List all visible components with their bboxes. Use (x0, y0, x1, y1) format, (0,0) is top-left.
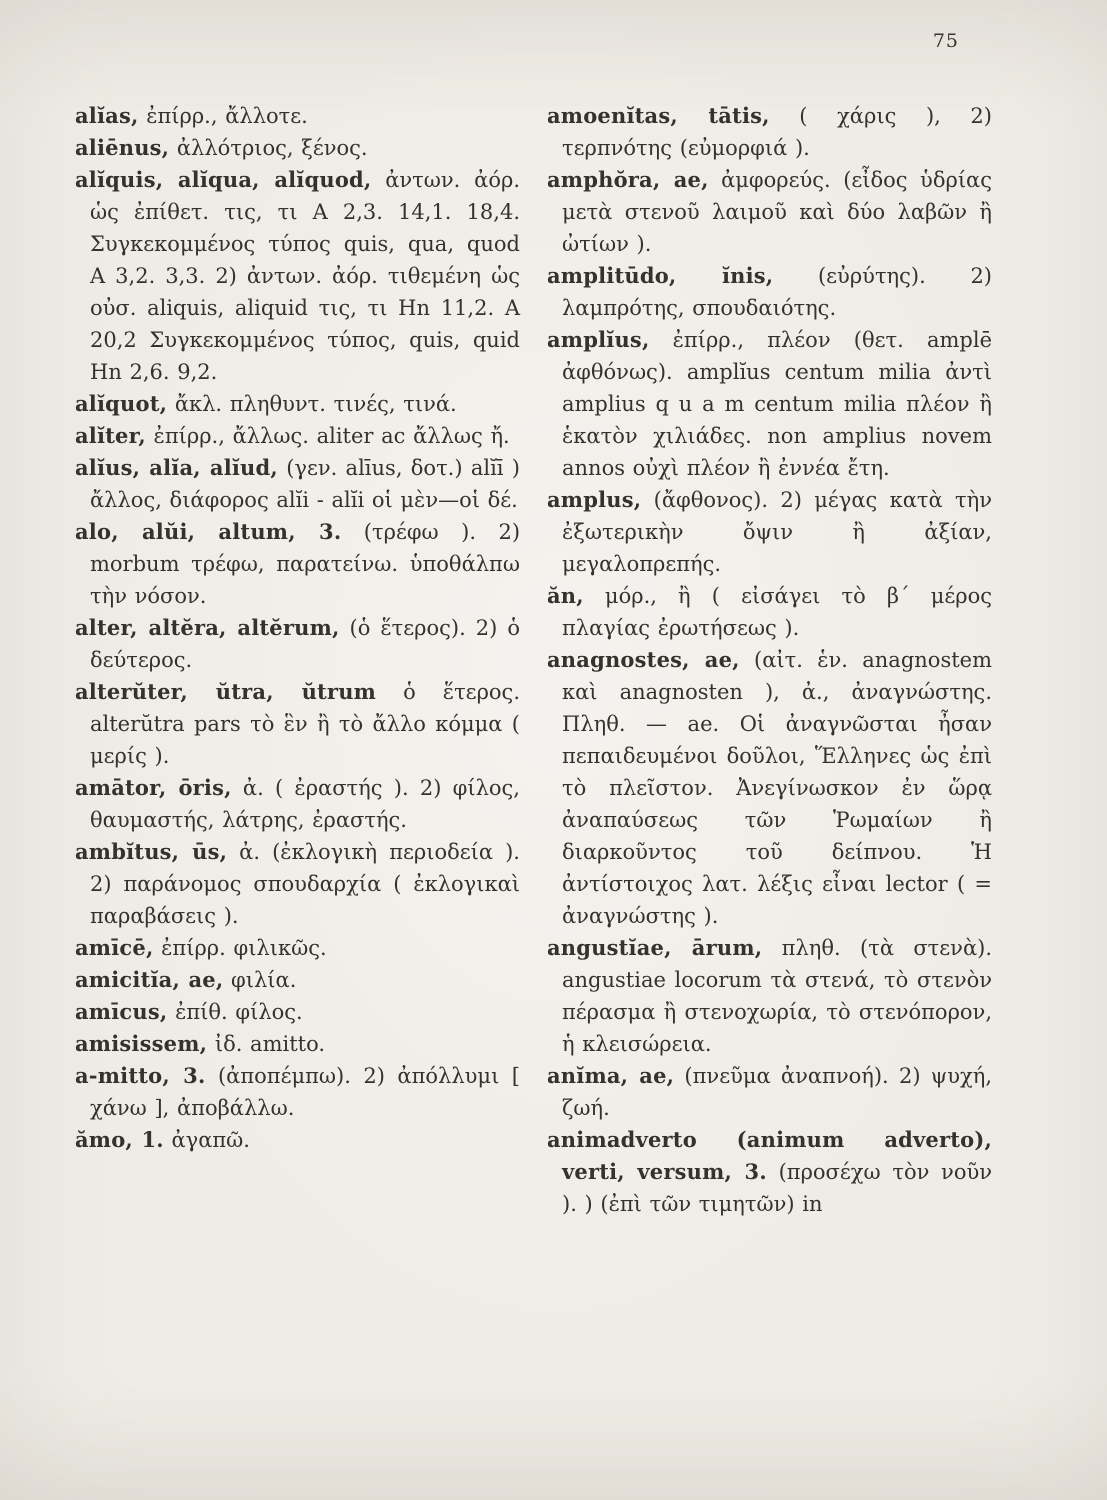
entry-headword: ăn, (547, 583, 584, 608)
entry-definition: μόρ., ἢ ( εἰσάγει τὸ β΄ μέρος πλαγίας ἐρωτήσεως ). (562, 584, 992, 640)
dictionary-entry (75, 612, 520, 676)
entry-definition: ἀ. ( ἐραστής ). 2) φίλος, θαυμαστής, λάτρης, ἐραστής. (90, 776, 520, 832)
entry-headword: alĭquot, (75, 391, 168, 416)
right-column (547, 100, 992, 1220)
entry-definition: ἀ. (ἐκλογικὴ περιοδεία ). 2) παράνομος σπουδαρχία ( ἐκλογικαὶ παραβάσεις ). (90, 840, 520, 928)
dictionary-entry (75, 676, 520, 772)
entry-headword: amātor, ōris, (75, 775, 232, 800)
entry-definition: ἐπίθ. φίλος. (167, 1000, 303, 1024)
page-number: 75 (932, 30, 959, 52)
entry-headword: alĭquis, alĭqua, alĭquod, (75, 167, 372, 192)
entry-headword: a-mitto, 3. (75, 1063, 206, 1088)
entry-headword: alter, altĕra, altĕrum, (75, 615, 340, 640)
entry-definition: ὁ ἕτερος. alterŭtra pars τὸ ἓν ἢ τὸ ἄλλο κόμμα ( μερίς ). (90, 680, 520, 768)
entry-headword: amīcus, (75, 999, 168, 1024)
entry-headword: ămo, 1. (75, 1127, 164, 1152)
entry-headword: amoenĭtas, tātis, (547, 103, 770, 128)
dictionary-entry (75, 1124, 520, 1156)
entry-headword: amplus, (547, 487, 642, 512)
entry-headword: amplĭus, (547, 327, 650, 352)
dictionary-entry (75, 100, 520, 132)
entry-headword: animadverto (animum adverto), verti, versum, 3. (547, 1127, 992, 1184)
entry-definition: φιλία. (223, 968, 297, 992)
entry-definition: (πνεῦμα ἀναπνοή). 2) ψυχή, ζωή. (562, 1064, 992, 1120)
dictionary-entry (547, 644, 992, 932)
entry-headword: anĭma, ae, (547, 1063, 675, 1088)
entry-definition: ἀντων. ἀόρ. ὡς ἐπίθετ. τις, τι Α 2,3. 14,1. 18,4. Συγκεκομμένος τύπος quis, qua, quod Α 3,2. 3,3. 2) ἀντων. ἀόρ. τιθεμένη ὡς οὐσ. aliquis, aliquid τις, τι Hn 11,2. Α 20,2 Συγκεκομμένος τύπος, quis, quid Hn 2,6. 9,2. (90, 168, 520, 384)
entry-headword: amphŏra, ae, (547, 167, 709, 192)
entry-headword: alo, alŭi, altum, 3. (75, 519, 342, 544)
entry-headword: amicitĭa, ae, (75, 967, 224, 992)
entry-headword: anagnostes, ae, (547, 647, 740, 672)
dictionary-entry (547, 100, 992, 164)
dictionary-entry (75, 420, 520, 452)
entry-definition: ἀγαπῶ. (163, 1128, 250, 1152)
dictionary-entry (547, 164, 992, 260)
dictionary-entry (547, 932, 992, 1060)
entry-definition: ἀλλότριος, ξένος. (169, 136, 368, 160)
entry-definition: ἐπίρρ., ἄλλως. aliter ac ἄλλως ἤ. (145, 424, 510, 448)
entry-definition: (ἀποπέμπω). 2) ἀπόλλυμι [ χάνω ], ἀποβάλλω. (90, 1064, 520, 1120)
text-columns (75, 100, 997, 1220)
entry-definition: (εὐρύτης). 2) λαμπρότης, σπουδαιότης. (562, 264, 992, 320)
dictionary-entry (75, 452, 520, 516)
dictionary-entry (547, 580, 992, 644)
entry-definition: (ἄφθονος). 2) μέγας κατὰ τὴν ἐξωτερικὴν ὄψιν ἢ ἀξίαν, μεγαλοπρεπής. (562, 488, 992, 576)
entry-definition: ἐπίρρ., ἄλλοτε. (138, 104, 308, 128)
dictionary-entry (547, 260, 992, 324)
dictionary-entry (75, 388, 520, 420)
entry-definition: πληθ. (τὰ στενὰ). angustiae locorum τὰ στενά, τὸ στενὸν πέρασμα ἢ στενοχωρία, τὸ στενόπορον, ἡ κλεισώρεια. (562, 936, 992, 1056)
entry-headword: angustĭae, ārum, (547, 935, 763, 960)
entry-headword: alĭus, alĭa, alĭud, (75, 455, 278, 480)
entry-definition: (αἰτ. ἑν. anagnostem καὶ anagnosten ), ἀ., ἀναγνώστης. Πληθ. — ae. Οἱ ἀναγνῶσται ἦσαν πεπαιδευμένοι δοῦλοι, Ἕλληνες ὡς ἐπὶ τὸ πλεῖστον. Ἀνεγίνωσκον ἐν ὥρᾳ ἀναπαύσεως τῶν Ῥωμαίων ἢ διαρκοῦντος τοῦ δείπνου. Ἡ ἀντίστοιχος λατ. λέξις εἶναι lector ( = ἀναγνώστης ). (562, 648, 992, 928)
dictionary-entry (75, 996, 520, 1028)
dictionary-entry (75, 132, 520, 164)
entry-headword: alĭter, (75, 423, 146, 448)
dictionary-entry (547, 484, 992, 580)
entry-headword: alterŭter, ŭtra, ŭtrum (75, 679, 377, 704)
entry-headword: aliēnus, (75, 135, 170, 160)
dictionary-entry (75, 164, 520, 388)
entry-headword: amīcē, (75, 935, 154, 960)
dictionary-entry (75, 932, 520, 964)
dictionary-entry (75, 964, 520, 996)
entry-definition: ἰδ. amitto. (207, 1032, 326, 1056)
dictionary-entry (75, 772, 520, 836)
entry-definition: ἐπίρρ., πλέον (θετ. amplē ἀφθόνως). amplĭus centum milia ἀντὶ amplius q u a m centum milia πλέον ἢ ἑκατὸν χιλιάδες. non amplius novem annos οὐχὶ πλέον ἢ ἐννέα ἔτη. (562, 328, 992, 480)
entry-definition: (τρέφω ). 2) morbum τρέφω, παρατείνω. ὑποθάλπω τὴν νόσον. (90, 520, 521, 608)
entry-definition: ἄκλ. πληθυντ. τινές, τινά. (167, 392, 457, 416)
entry-definition: ( χάρις ), 2) τερπνότης (εὐμορφιά ). (562, 104, 992, 160)
entry-headword: amplitūdo, ĭnis, (547, 263, 774, 288)
entry-definition: (ὁ ἕτερος). 2) ὁ δεύτερος. (90, 616, 520, 672)
left-column (75, 100, 520, 1220)
dictionary-entry (75, 1028, 520, 1060)
dictionary-entry (75, 836, 520, 932)
entry-definition: (γεν. alīus, δοτ.) alĭī ) ἄλλος, διάφορος alĭi - alĭi οἱ μὲν—οἱ δέ. (90, 456, 520, 512)
dictionary-entry (547, 1124, 992, 1220)
entry-definition: (προσέχω τὸν νοῦν ). ) (ἐπὶ τῶν τιμητῶν) in (562, 1160, 993, 1216)
entry-definition: ἀμφορεύς. (εἶδος ὑδρίας μετὰ στενοῦ λαιμοῦ καὶ δύο λαβῶν ἢ ὠτίων ). (562, 168, 992, 256)
entry-headword: amisissem, (75, 1031, 208, 1056)
entry-headword: ambĭtus, ūs, (75, 839, 228, 864)
entry-definition: ἐπίρρ. φιλικῶς. (153, 936, 327, 960)
dictionary-entry (547, 1060, 992, 1124)
dictionary-entry (75, 1060, 520, 1124)
dictionary-entry (547, 324, 992, 484)
entry-headword: alĭas, (75, 103, 139, 128)
dictionary-entry (75, 516, 520, 612)
